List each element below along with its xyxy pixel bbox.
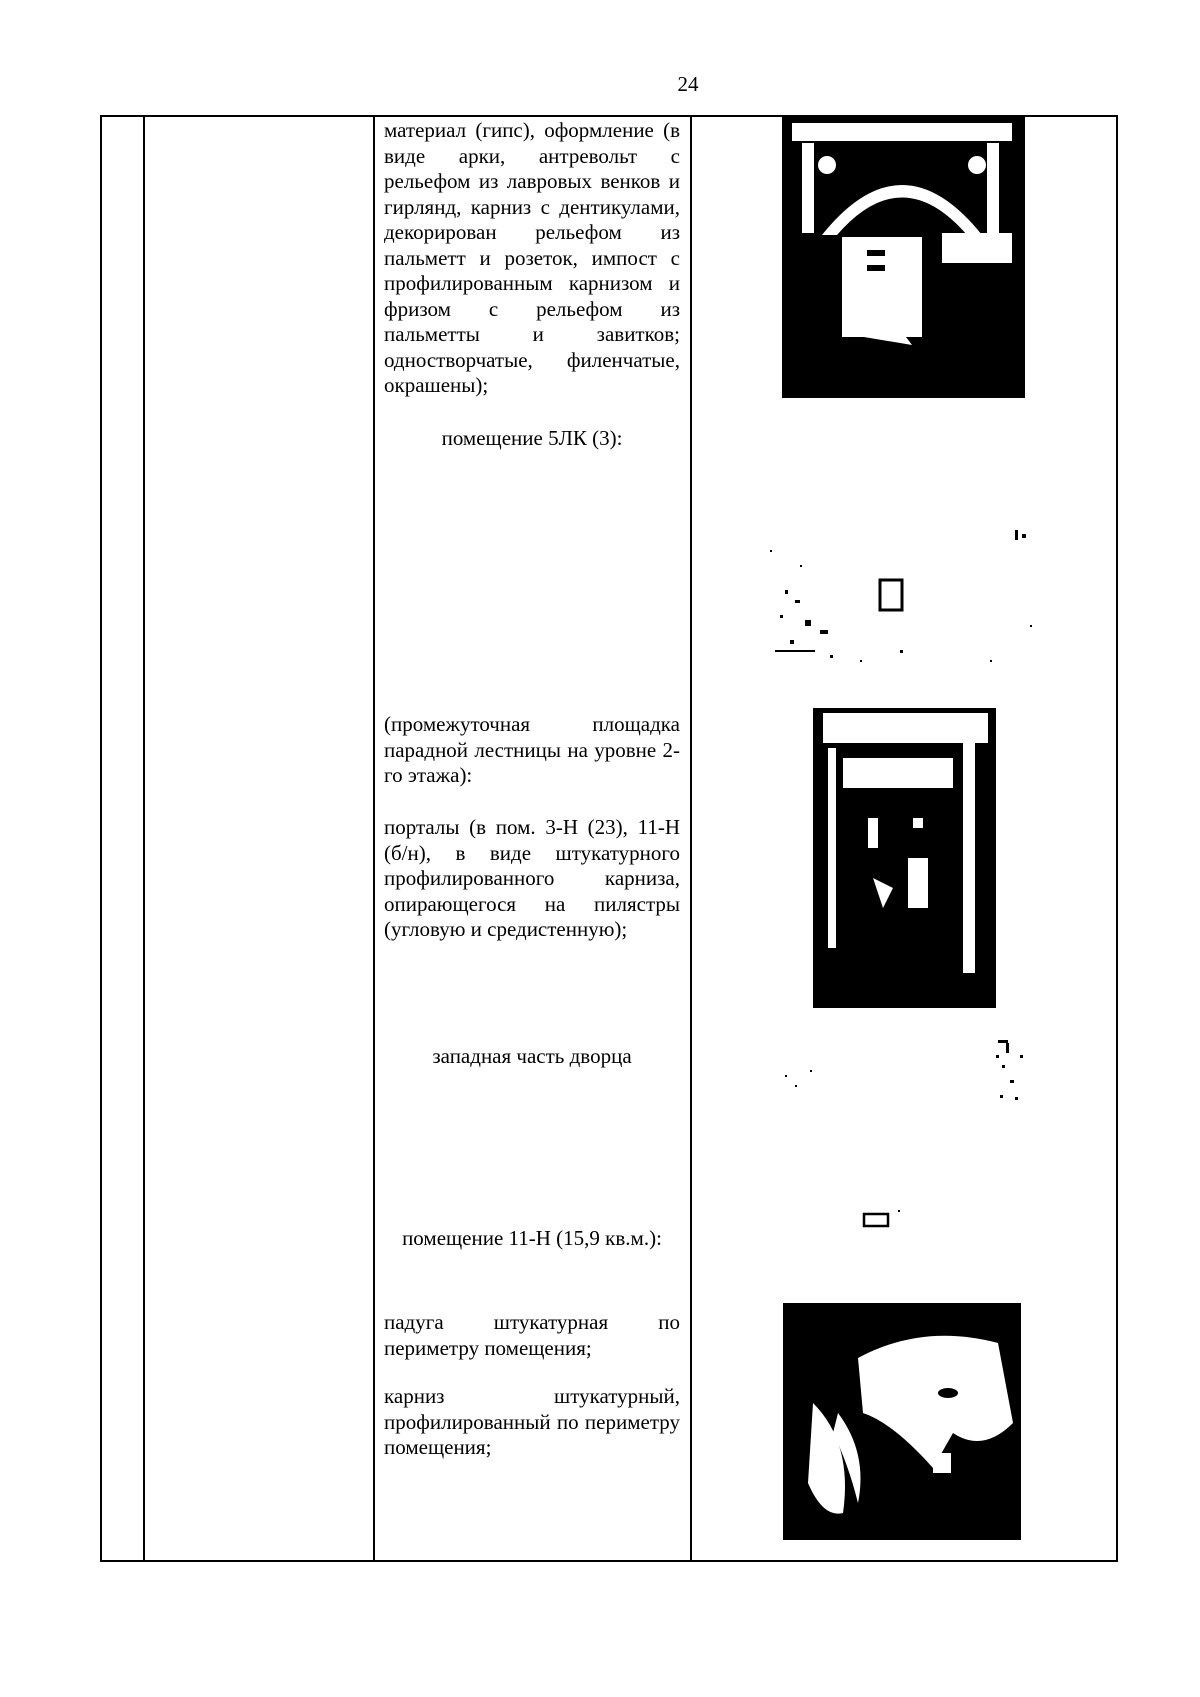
plan-room-marker (862, 1210, 902, 1230)
column-divider-2 (373, 115, 375, 1562)
room-11n-heading: помещение 11-Н (15,9 кв.м.): (402, 1226, 662, 1250)
column-divider-1 (143, 115, 145, 1562)
cornice-description: карниз штукатурный, профилированный по периметру помещения; (384, 1384, 680, 1459)
portal-photo (813, 708, 996, 1008)
landing-description: (промежуточная площадка парадной лестницы на уровне 2-го этажа): (384, 712, 680, 787)
room-5lk-heading: помещение 5ЛК (3): (441, 426, 623, 450)
floor-plan-fragment-1 (760, 530, 1040, 680)
doorway-arch-photo (782, 115, 1025, 398)
floor-plan-fragment-2 (780, 1035, 1040, 1115)
page-number: 24 (677, 72, 699, 96)
ceiling-photo (783, 1303, 1021, 1540)
ladder-description: падуга штукатурная по периметру помещения; (384, 1310, 680, 1360)
material-description: материал (гипс), оформление (в виде арки, антревольт с рельефом из лавровых венков и гирлянд, карниз с дентикулами, декорирован рельефом из пальметт и розеток, импост с профилированным карнизом и фризом с рельефом из пальметты и завитков; одностворчатые, филенчатые, окрашены); (384, 118, 680, 397)
column-divider-3 (690, 115, 692, 1562)
west-part-heading: западная часть дворца (432, 1044, 632, 1068)
portals-description: порталы (в пом. 3-Н (23), 11-Н (б/н), в виде штукатурного профилированного карниза, опирающегося на пилястры (угловую и средистенную); (384, 815, 680, 941)
